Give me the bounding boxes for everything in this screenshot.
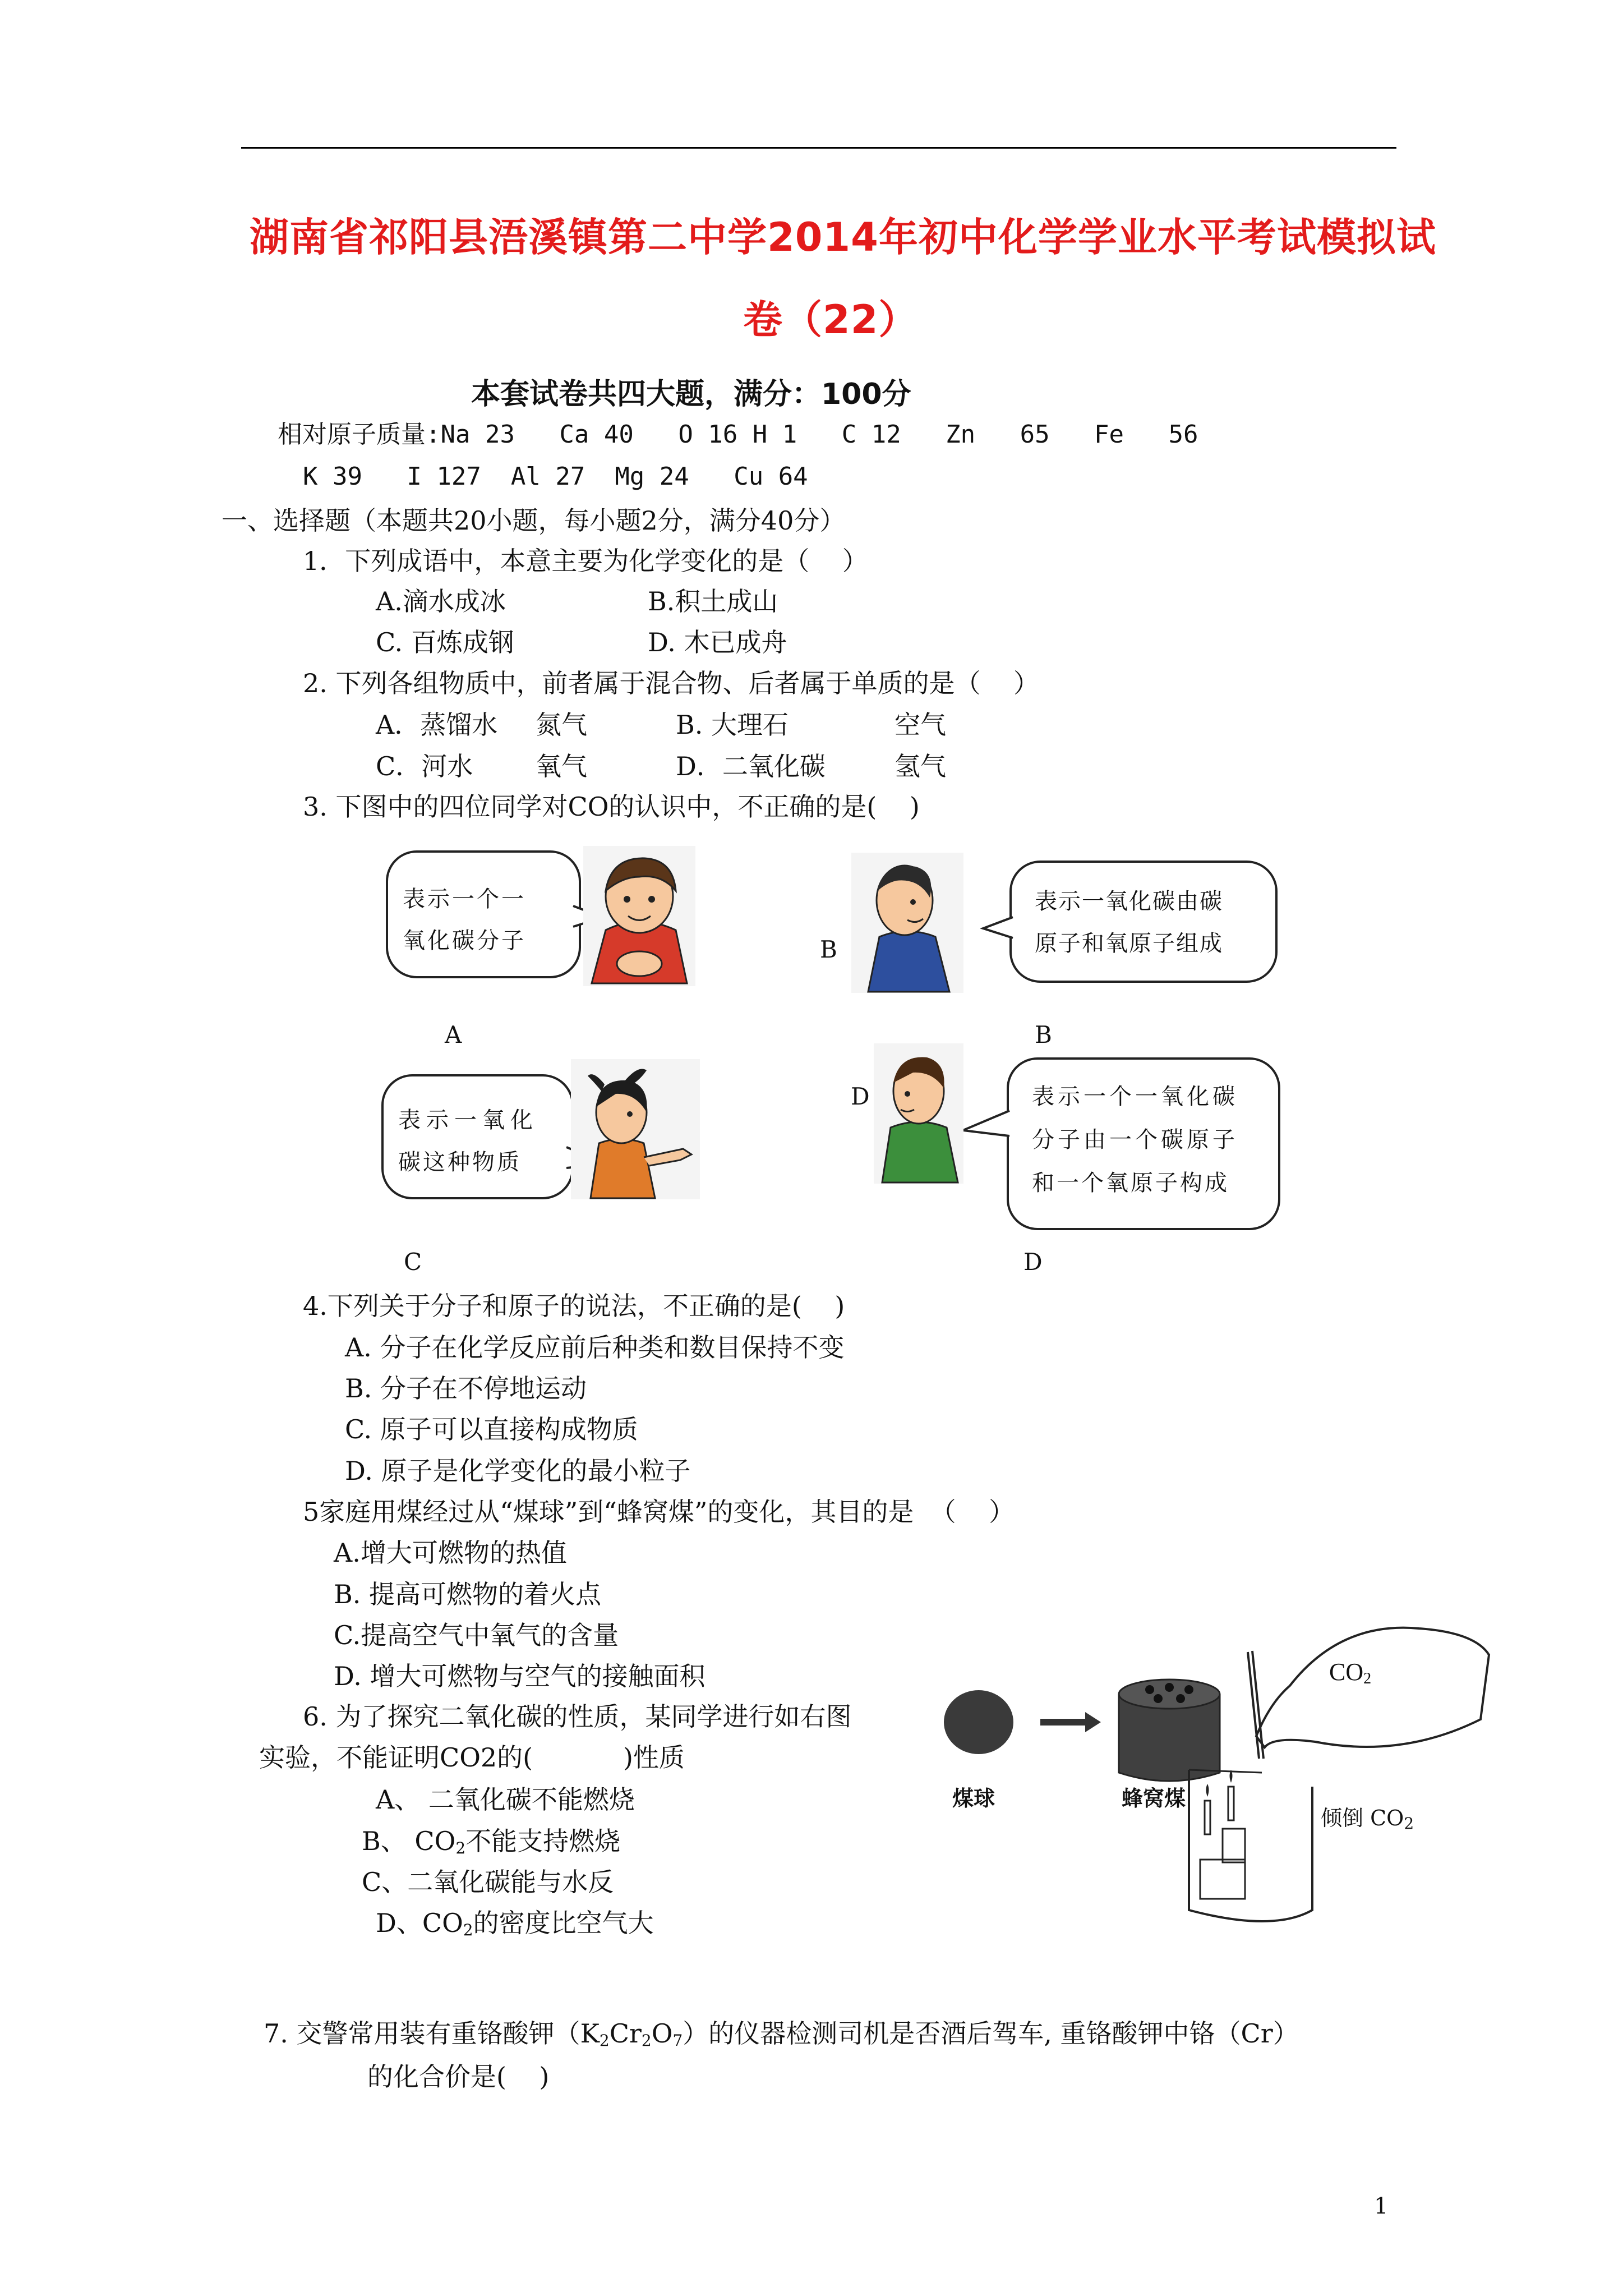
q6-option-a: A、 二氧化碳不能燃烧 [376, 1784, 635, 1815]
bubble-tail-b [980, 914, 1014, 942]
q2-option-c: C．河水 [376, 751, 473, 781]
q1-option-a: A.滴水成冰 [376, 586, 506, 616]
page-title-line1: 湖南省祁阳县浯溪镇第二中学2014年初中化学学业水平考试模拟试 [250, 214, 1436, 260]
coal-ball-illustration [942, 1688, 1015, 1756]
q6-option-c: C、二氧化碳能与水反 [362, 1867, 614, 1897]
header-rule [241, 147, 1396, 149]
bubble-d-line3: 和一个氧原子构成 [1032, 1170, 1229, 1196]
q2-option-b: B. 大理石 [676, 710, 789, 740]
q4-option-d: D. 原子是化学变化的最小粒子 [345, 1456, 691, 1486]
bubble-d-line2: 分子由一个碳原子 [1032, 1127, 1238, 1153]
q2-stem: 2. 下列各组物质中，前者属于混合物、后者属于单质的是（ ） [303, 668, 1039, 698]
coal-ball-label: 煤球 [952, 1786, 995, 1811]
q4-option-c: C. 原子可以直接构成物质 [345, 1414, 638, 1444]
arrow-icon [1040, 1711, 1102, 1733]
bubble-tail-d [960, 1108, 1011, 1142]
q2-option-d: D．二氧化碳 [676, 751, 826, 781]
q4-option-a: A. 分子在化学反应前后种类和数目保持不变 [345, 1332, 845, 1363]
label-a: A [445, 1021, 462, 1048]
student-b-illustration [851, 853, 963, 993]
label-d: D [1023, 1248, 1043, 1276]
student-c-illustration [571, 1059, 700, 1199]
q1-option-b: B.积土成山 [648, 586, 778, 616]
q6-option-b: B、 $CO_2$不能支持燃烧 [362, 1826, 621, 1857]
q3-stem: 3. 下图中的四位同学对CO的认识中，不正确的是( ) [303, 792, 920, 822]
q4-stem: 4.下列关于分子和原子的说法，不正确的是( ) [303, 1291, 845, 1321]
q7-stem-line1: 7. 交警常用装有重铬酸钾$(K_2Cr_2O_7)$的仪器检测司机是否酒后驾车, 重铬酸钾中铬（Cr） [264, 2018, 1299, 2050]
section-heading: 一、选择题（本题共20小题，每小题2分，满分40分） [222, 505, 846, 536]
q4-option-b: B. 分子在不停地运动 [345, 1373, 587, 1404]
q5-option-c: C.提高空气中氧气的含量 [334, 1620, 619, 1650]
atomic-mass-line2: K 39 I 127 Al 27 Mg 24 Cu 64 [303, 462, 808, 491]
q6-option-d: D、$CO_2$的密度比空气大 [376, 1908, 654, 1939]
label-c: C [404, 1248, 422, 1276]
q2-option-a: A．蒸馏水 [376, 710, 498, 740]
q2-option-b-second: 空气 [895, 710, 946, 740]
q2-option-c-second: 氧气 [536, 751, 587, 781]
q5-option-a: A.增大可燃物的热值 [334, 1538, 567, 1568]
q6-stem-line2: 实验，不能证明CO2的( )性质 [259, 1742, 685, 1773]
q2-option-a-second: 氮气 [536, 710, 587, 740]
q7-stem-line2: 的化合价是( ) [367, 2062, 550, 2092]
bubble-a-line1: 表示一个一 [403, 886, 526, 912]
q1-option-c: C. 百炼成钢 [376, 627, 514, 657]
page-number: 1 [1374, 2193, 1389, 2219]
student-a-illustration [583, 846, 695, 986]
honeycomb-label: 蜂窝煤 [1122, 1786, 1186, 1811]
bubble-c-line2: 碳这种物质 [398, 1149, 522, 1175]
exam-subtitle: 本套试卷共四大题，满分：100分 [471, 378, 911, 411]
q1-stem: 1．下列成语中，本意主要为化学变化的是（ ） [303, 546, 868, 576]
atomic-mass-line1: 相对原子质量:Na 23 Ca 40 O 16 H 1 C 12 Zn 65 Fe 56 [278, 420, 1198, 449]
q2-option-d-second: 氢气 [895, 751, 946, 781]
bubble-c-line1: 表示一氧化 [398, 1107, 538, 1133]
student-d-illustration [874, 1043, 963, 1184]
bubble-a-line2: 氧化碳分子 [403, 928, 526, 954]
q5-option-d: D. 增大可燃物与空气的接触面积 [334, 1661, 706, 1691]
q5-option-b: B. 提高可燃物的着火点 [334, 1579, 602, 1609]
bubble-b-line1: 表示一氧化碳由碳 [1035, 889, 1223, 914]
q5-stem: 5家庭用煤经过从“煤球”到“蜂窝煤”的变化，其目的是 （ ） [303, 1497, 1015, 1527]
bubble-d-line1: 表示一个一氧化碳 [1032, 1084, 1238, 1110]
q6-stem-line1: 6. 为了探究二氧化碳的性质，某同学进行如右图 [303, 1701, 852, 1732]
label-b: B [1035, 1021, 1052, 1048]
label-d-side: D [851, 1083, 870, 1110]
label-b-side: B [820, 936, 837, 963]
co2-bottle-label: $CO_2$ [1329, 1658, 1372, 1687]
q1-option-d: D. 木已成舟 [648, 627, 787, 657]
pour-co2-label: 倾倒 $CO_2$ [1321, 1806, 1414, 1833]
bubble-b-line2: 原子和氧原子组成 [1035, 931, 1223, 956]
page-title-line2: 卷（22） [743, 297, 919, 343]
